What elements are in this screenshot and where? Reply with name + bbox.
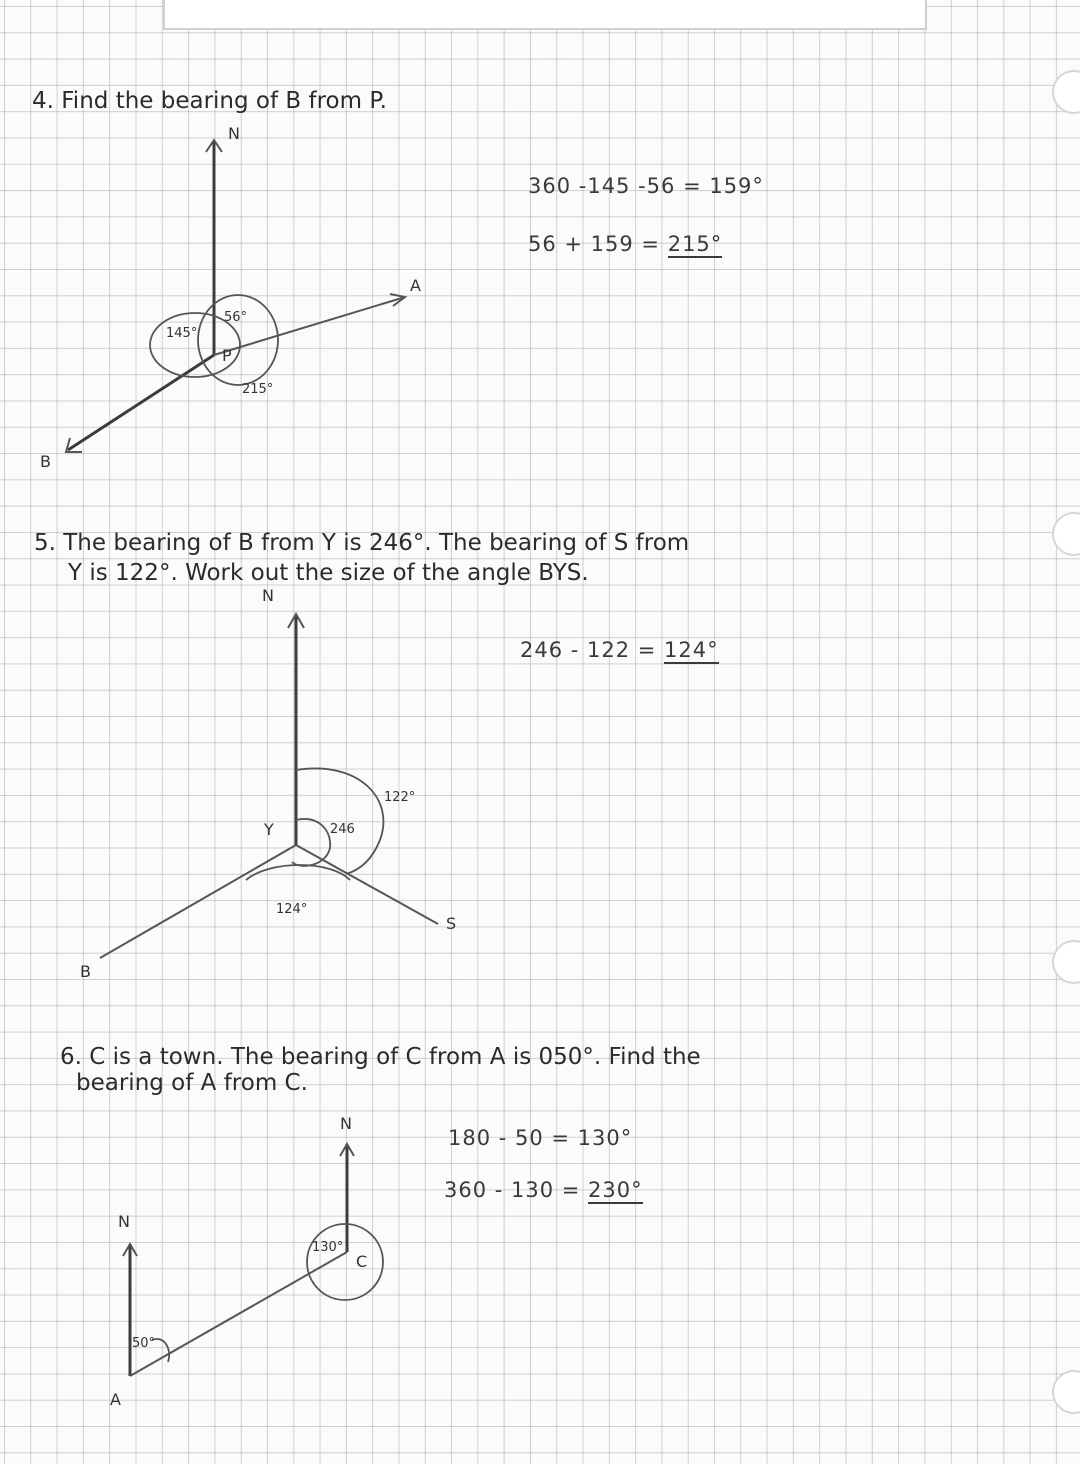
q5-line-yb [100, 845, 296, 958]
q5-line-ys [296, 845, 438, 924]
q6-diagram [123, 1144, 383, 1376]
q5-question-line-1: 5. The bearing of B from Y is 246°. The bearing of S from [34, 530, 690, 556]
q5-label-b: B [80, 962, 91, 981]
q4-label-angle-215: 215° [242, 382, 274, 397]
q6-answer: 230° [588, 1178, 643, 1202]
q4-working-line-2: 56 + 159 = 215° [528, 232, 723, 256]
q6-working-line-1: 180 - 50 = 130° [448, 1126, 633, 1150]
q5-arc-246 [292, 819, 330, 866]
q4-label-p: P [222, 346, 232, 365]
q4-diagram [66, 140, 405, 452]
q5-question-line-2: Y is 122°. Work out the size of the angle BYS. [68, 560, 589, 586]
q4-label-angle-145: 145° [166, 326, 198, 341]
q4-label-angle-56: 56° [224, 310, 248, 325]
q6-label-angle-130: 130° [312, 1240, 344, 1255]
q6-question-line-2: bearing of A from C. [76, 1070, 308, 1096]
q5-answer: 124° [664, 638, 719, 662]
q6-label-angle-50: 50° [132, 1336, 156, 1351]
q6-angle-circle-130 [307, 1224, 383, 1300]
q4-label-b: B [40, 452, 51, 471]
q6-label-a: A [110, 1390, 121, 1409]
q4-label-north: N [228, 124, 240, 143]
q6-label-north-c: N [340, 1114, 352, 1133]
q4-question: 4. Find the bearing of B from P. [32, 88, 387, 114]
q5-label-y: Y [264, 820, 274, 839]
q4-working-line-1: 360 -145 -56 = 159° [528, 174, 764, 198]
q5-working: 246 - 122 = 124° [520, 638, 719, 662]
q6-question-line-1: 6. C is a town. The bearing of C from A is 050°. Find the [60, 1044, 701, 1070]
q5-label-s: S [446, 914, 457, 933]
q5-label-angle-122: 122° [384, 790, 416, 805]
q4-answer: 215° [667, 232, 723, 256]
q6-label-c: C [356, 1252, 368, 1271]
q4-line-pa [214, 297, 405, 355]
q5-label-north: N [262, 586, 274, 605]
q6-label-north-a: N [118, 1212, 130, 1231]
q6-working-line-2: 360 - 130 = 230° [444, 1178, 643, 1202]
q4-label-a: A [410, 276, 421, 295]
q6-line-ac [130, 1252, 347, 1376]
q5-label-angle-246: 246 [330, 822, 355, 837]
q5-label-angle-124: 124° [276, 902, 308, 917]
q5-diagram [100, 614, 438, 958]
q4-line-pb [68, 355, 214, 450]
